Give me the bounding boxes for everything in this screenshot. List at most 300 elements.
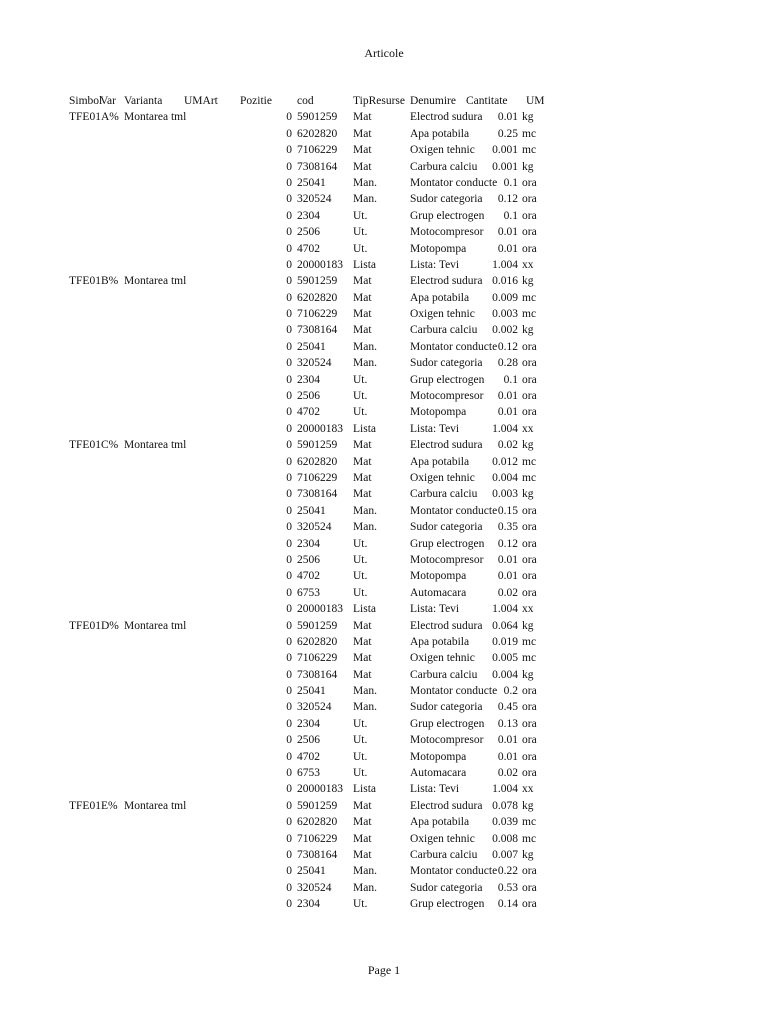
cell-cod: 5901259 bbox=[297, 619, 338, 632]
cell-tipresurse: Mat bbox=[353, 816, 372, 829]
cell-cod: 6202820 bbox=[297, 816, 338, 829]
cell-tipresurse: Ut. bbox=[353, 570, 368, 583]
table-row bbox=[0, 355, 768, 371]
cell-pozitie: 0 bbox=[286, 717, 292, 730]
cell-denumire: Electrod sudura bbox=[410, 619, 483, 632]
cell-tipresurse: Mat bbox=[353, 308, 372, 321]
cell-tipresurse: Mat bbox=[353, 635, 372, 648]
cell-cantitate: 0.15 bbox=[497, 504, 518, 517]
cell-cod: 320524 bbox=[297, 357, 332, 370]
cell-cod: 7106229 bbox=[297, 652, 338, 665]
cell-cod: 20000183 bbox=[297, 783, 343, 796]
cell-cod: 2304 bbox=[297, 373, 320, 386]
cell-um: xx bbox=[522, 422, 534, 435]
cell-tipresurse: Mat bbox=[353, 652, 372, 665]
cell-pozitie: 0 bbox=[286, 652, 292, 665]
cell-pozitie: 0 bbox=[286, 750, 292, 763]
cell-denumire: Carbura calciu bbox=[410, 160, 478, 173]
cell-um: mc bbox=[522, 455, 537, 468]
cell-denumire: Oxigen tehnic bbox=[410, 308, 475, 321]
cell-cantitate: 0.01 bbox=[497, 553, 518, 566]
table-row bbox=[0, 372, 768, 388]
cell-cod: 4702 bbox=[297, 750, 320, 763]
cell-cod: 2304 bbox=[297, 717, 320, 730]
table-row bbox=[0, 503, 768, 519]
cell-denumire: Carbura calciu bbox=[410, 488, 478, 501]
cell-cod: 320524 bbox=[297, 193, 332, 206]
cell-um: xx bbox=[522, 258, 534, 271]
cell-simbol: TFE01A% bbox=[69, 111, 119, 124]
cell-tipresurse: Man. bbox=[353, 193, 377, 206]
cell-denumire: Oxigen tehnic bbox=[410, 832, 475, 845]
cell-denumire: Motopompa bbox=[410, 750, 467, 763]
cell-pozitie: 0 bbox=[286, 701, 292, 714]
cell-tipresurse: Ut. bbox=[353, 717, 368, 730]
cell-cod: 2304 bbox=[297, 537, 320, 550]
cell-pozitie: 0 bbox=[286, 275, 292, 288]
cell-cod: 4702 bbox=[297, 242, 320, 255]
cell-cod: 25041 bbox=[297, 865, 326, 878]
cell-cod: 5901259 bbox=[297, 111, 338, 124]
table-row bbox=[0, 404, 768, 420]
cell-cod: 2304 bbox=[297, 898, 320, 911]
header-tipresurse: TipResurse bbox=[353, 95, 405, 107]
cell-cod: 320524 bbox=[297, 881, 332, 894]
cell-pozitie: 0 bbox=[286, 176, 292, 189]
cell-tipresurse: Mat bbox=[353, 324, 372, 337]
cell-um: ora bbox=[522, 242, 537, 255]
cell-cantitate: 0.22 bbox=[497, 865, 518, 878]
cell-cod: 20000183 bbox=[297, 603, 343, 616]
cell-cantitate: 0.064 bbox=[492, 619, 518, 632]
cell-um: mc bbox=[522, 291, 537, 304]
cell-cod: 7106229 bbox=[297, 832, 338, 845]
cell-cod: 2506 bbox=[297, 226, 320, 239]
cell-cod: 25041 bbox=[297, 685, 326, 698]
table-row bbox=[0, 159, 768, 175]
cell-um: ora bbox=[522, 865, 537, 878]
cell-denumire: Apa potabila bbox=[410, 291, 470, 304]
table-row bbox=[0, 732, 768, 748]
cell-tipresurse: Ut. bbox=[353, 226, 368, 239]
cell-tipresurse: Lista bbox=[353, 603, 376, 616]
cell-tipresurse: Lista bbox=[353, 783, 376, 796]
cell-denumire: Carbura calciu bbox=[410, 848, 478, 861]
cell-pozitie: 0 bbox=[286, 488, 292, 501]
cell-cod: 25041 bbox=[297, 176, 326, 189]
cell-tipresurse: Ut. bbox=[353, 553, 368, 566]
cell-tipresurse: Ut. bbox=[353, 390, 368, 403]
cell-cantitate: 0.1 bbox=[503, 373, 518, 386]
table-row bbox=[0, 290, 768, 306]
cell-tipresurse: Man. bbox=[353, 176, 377, 189]
cell-cantitate: 0.01 bbox=[497, 750, 518, 763]
table-row bbox=[0, 650, 768, 666]
cell-cod: 2506 bbox=[297, 553, 320, 566]
cell-cod: 7106229 bbox=[297, 471, 338, 484]
table-row bbox=[0, 749, 768, 765]
cell-um: kg bbox=[522, 668, 534, 681]
cell-pozitie: 0 bbox=[286, 455, 292, 468]
cell-um: xx bbox=[522, 603, 534, 616]
cell-pozitie: 0 bbox=[286, 586, 292, 599]
cell-um: ora bbox=[522, 390, 537, 403]
cell-tipresurse: Man. bbox=[353, 685, 377, 698]
cell-um: ora bbox=[522, 881, 537, 894]
cell-denumire: Montator conducte bbox=[410, 685, 498, 698]
cell-um: kg bbox=[522, 619, 534, 632]
cell-cod: 7106229 bbox=[297, 144, 338, 157]
cell-denumire: Apa potabila bbox=[410, 455, 470, 468]
cell-cantitate: 0.1 bbox=[503, 176, 518, 189]
cell-cantitate: 0.02 bbox=[497, 767, 518, 780]
cell-cod: 2304 bbox=[297, 209, 320, 222]
cell-um: ora bbox=[522, 176, 537, 189]
cell-cantitate: 0.01 bbox=[497, 390, 518, 403]
table-row bbox=[0, 683, 768, 699]
cell-um: ora bbox=[522, 553, 537, 566]
cell-um: mc bbox=[522, 471, 537, 484]
cell-cod: 6202820 bbox=[297, 455, 338, 468]
cell-pozitie: 0 bbox=[286, 111, 292, 124]
cell-cod: 4702 bbox=[297, 406, 320, 419]
table-row bbox=[0, 339, 768, 355]
cell-cod: 7106229 bbox=[297, 308, 338, 321]
cell-denumire: Apa potabila bbox=[410, 816, 470, 829]
cell-denumire: Apa potabila bbox=[410, 127, 470, 140]
cell-cantitate: 0.012 bbox=[492, 455, 518, 468]
cell-cantitate: 0.01 bbox=[497, 734, 518, 747]
cell-tipresurse: Lista bbox=[353, 258, 376, 271]
cell-cantitate: 0.01 bbox=[497, 111, 518, 124]
cell-cod: 5901259 bbox=[297, 799, 338, 812]
cell-tipresurse: Man. bbox=[353, 521, 377, 534]
table-row bbox=[0, 224, 768, 240]
cell-denumire: Sudor categoria bbox=[410, 193, 483, 206]
cell-um: ora bbox=[522, 504, 537, 517]
table-row bbox=[0, 421, 768, 437]
cell-cantitate: 0.004 bbox=[492, 668, 518, 681]
header-cantitate: Cantitate bbox=[466, 95, 508, 107]
cell-denumire: Automacara bbox=[410, 586, 467, 599]
cell-um: kg bbox=[522, 324, 534, 337]
cell-cantitate: 0.02 bbox=[497, 586, 518, 599]
table-row bbox=[0, 126, 768, 142]
cell-cantitate: 0.016 bbox=[492, 275, 518, 288]
cell-denumire: Grup electrogen bbox=[410, 537, 485, 550]
cell-um: ora bbox=[522, 586, 537, 599]
cell-cantitate: 0.019 bbox=[492, 635, 518, 648]
table-row bbox=[0, 814, 768, 830]
cell-cod: 7308164 bbox=[297, 848, 338, 861]
cell-tipresurse: Man. bbox=[353, 865, 377, 878]
cell-denumire: Carbura calciu bbox=[410, 668, 478, 681]
cell-denumire: Grup electrogen bbox=[410, 373, 485, 386]
cell-denumire: Motopompa bbox=[410, 570, 467, 583]
table-row bbox=[0, 306, 768, 322]
cell-cod: 25041 bbox=[297, 504, 326, 517]
table-row bbox=[0, 241, 768, 257]
header-var: Var bbox=[100, 95, 116, 107]
cell-cantitate: 0.14 bbox=[497, 898, 518, 911]
cell-denumire: Electrod sudura bbox=[410, 111, 483, 124]
cell-pozitie: 0 bbox=[286, 357, 292, 370]
cell-um: mc bbox=[522, 832, 537, 845]
cell-pozitie: 0 bbox=[286, 898, 292, 911]
cell-pozitie: 0 bbox=[286, 799, 292, 812]
cell-tipresurse: Mat bbox=[353, 619, 372, 632]
cell-um: ora bbox=[522, 701, 537, 714]
table-row bbox=[0, 634, 768, 650]
cell-tipresurse: Mat bbox=[353, 668, 372, 681]
cell-pozitie: 0 bbox=[286, 570, 292, 583]
cell-cantitate: 0.039 bbox=[492, 816, 518, 829]
cell-tipresurse: Ut. bbox=[353, 586, 368, 599]
table-row bbox=[0, 273, 768, 289]
table-row bbox=[0, 191, 768, 207]
cell-varianta: Montarea tml bbox=[124, 799, 187, 812]
table-row bbox=[0, 257, 768, 273]
cell-cantitate: 0.13 bbox=[497, 717, 518, 730]
cell-cantitate: 0.003 bbox=[492, 308, 518, 321]
cell-cantitate: 0.003 bbox=[492, 488, 518, 501]
table-row bbox=[0, 454, 768, 470]
cell-cantitate: 0.01 bbox=[497, 406, 518, 419]
cell-cod: 2506 bbox=[297, 734, 320, 747]
cell-pozitie: 0 bbox=[286, 406, 292, 419]
cell-tipresurse: Ut. bbox=[353, 750, 368, 763]
cell-um: kg bbox=[522, 160, 534, 173]
cell-cantitate: 0.12 bbox=[497, 193, 518, 206]
cell-pozitie: 0 bbox=[286, 734, 292, 747]
cell-um: ora bbox=[522, 406, 537, 419]
cell-cantitate: 0.002 bbox=[492, 324, 518, 337]
cell-cantitate: 0.53 bbox=[497, 881, 518, 894]
cell-cod: 5901259 bbox=[297, 439, 338, 452]
cell-um: ora bbox=[522, 767, 537, 780]
cell-pozitie: 0 bbox=[286, 783, 292, 796]
cell-pozitie: 0 bbox=[286, 308, 292, 321]
cell-pozitie: 0 bbox=[286, 603, 292, 616]
cell-cod: 6202820 bbox=[297, 127, 338, 140]
cell-tipresurse: Lista bbox=[353, 422, 376, 435]
cell-um: ora bbox=[522, 717, 537, 730]
cell-um: mc bbox=[522, 144, 537, 157]
table-row bbox=[0, 880, 768, 896]
cell-pozitie: 0 bbox=[286, 193, 292, 206]
cell-denumire: Montator conducte bbox=[410, 176, 498, 189]
table-row bbox=[0, 765, 768, 781]
cell-cod: 7308164 bbox=[297, 668, 338, 681]
cell-pozitie: 0 bbox=[286, 242, 292, 255]
cell-cantitate: 1.004 bbox=[492, 422, 518, 435]
cell-tipresurse: Man. bbox=[353, 701, 377, 714]
cell-cod: 320524 bbox=[297, 701, 332, 714]
cell-denumire: Automacara bbox=[410, 767, 467, 780]
cell-cantitate: 1.004 bbox=[492, 258, 518, 271]
cell-pozitie: 0 bbox=[286, 340, 292, 353]
cell-pozitie: 0 bbox=[286, 324, 292, 337]
cell-denumire: Apa potabila bbox=[410, 635, 470, 648]
cell-varianta: Montarea tml bbox=[124, 619, 187, 632]
header-varianta: Varianta bbox=[124, 95, 163, 107]
cell-tipresurse: Mat bbox=[353, 111, 372, 124]
cell-tipresurse: Ut. bbox=[353, 898, 368, 911]
cell-um: ora bbox=[522, 570, 537, 583]
cell-um: ora bbox=[522, 226, 537, 239]
cell-denumire: Motopompa bbox=[410, 406, 467, 419]
cell-pozitie: 0 bbox=[286, 390, 292, 403]
cell-tipresurse: Mat bbox=[353, 144, 372, 157]
cell-cantitate: 0.005 bbox=[492, 652, 518, 665]
cell-um: mc bbox=[522, 816, 537, 829]
table-row bbox=[0, 552, 768, 568]
header-cod: cod bbox=[297, 95, 314, 107]
table-row bbox=[0, 699, 768, 715]
header-denumire: Denumire bbox=[410, 95, 456, 107]
cell-cantitate: 0.02 bbox=[497, 439, 518, 452]
cell-tipresurse: Ut. bbox=[353, 373, 368, 386]
cell-tipresurse: Mat bbox=[353, 275, 372, 288]
cell-cod: 4702 bbox=[297, 570, 320, 583]
table-row bbox=[0, 618, 768, 634]
cell-tipresurse: Ut. bbox=[353, 734, 368, 747]
table-row bbox=[0, 847, 768, 863]
cell-tipresurse: Mat bbox=[353, 127, 372, 140]
table-row bbox=[0, 896, 768, 912]
cell-tipresurse: Mat bbox=[353, 160, 372, 173]
cell-um: mc bbox=[522, 127, 537, 140]
cell-denumire: Sudor categoria bbox=[410, 357, 483, 370]
cell-cantitate: 0.078 bbox=[492, 799, 518, 812]
cell-tipresurse: Mat bbox=[353, 439, 372, 452]
cell-denumire: Electrod sudura bbox=[410, 799, 483, 812]
cell-um: ora bbox=[522, 373, 537, 386]
cell-pozitie: 0 bbox=[286, 209, 292, 222]
cell-pozitie: 0 bbox=[286, 373, 292, 386]
table-row bbox=[0, 585, 768, 601]
cell-pozitie: 0 bbox=[286, 881, 292, 894]
cell-denumire: Grup electrogen bbox=[410, 209, 485, 222]
table-row bbox=[0, 388, 768, 404]
cell-cantitate: 0.45 bbox=[497, 701, 518, 714]
cell-pozitie: 0 bbox=[286, 848, 292, 861]
cell-um: kg bbox=[522, 275, 534, 288]
cell-cantitate: 0.007 bbox=[492, 848, 518, 861]
cell-tipresurse: Mat bbox=[353, 471, 372, 484]
cell-tipresurse: Ut. bbox=[353, 209, 368, 222]
cell-pozitie: 0 bbox=[286, 258, 292, 271]
cell-pozitie: 0 bbox=[286, 521, 292, 534]
cell-tipresurse: Mat bbox=[353, 291, 372, 304]
cell-pozitie: 0 bbox=[286, 553, 292, 566]
table-row bbox=[0, 142, 768, 158]
cell-denumire: Montator conducte bbox=[410, 865, 498, 878]
cell-cod: 320524 bbox=[297, 521, 332, 534]
cell-pozitie: 0 bbox=[286, 439, 292, 452]
table-body bbox=[0, 109, 768, 912]
cell-varianta: Montarea tml bbox=[124, 275, 187, 288]
cell-pozitie: 0 bbox=[286, 619, 292, 632]
cell-denumire: Sudor categoria bbox=[410, 521, 483, 534]
cell-tipresurse: Mat bbox=[353, 799, 372, 812]
cell-cantitate: 0.2 bbox=[503, 685, 518, 698]
cell-simbol: TFE01B% bbox=[69, 275, 119, 288]
cell-denumire: Montator conducte bbox=[410, 504, 498, 517]
cell-cantitate: 0.008 bbox=[492, 832, 518, 845]
cell-tipresurse: Ut. bbox=[353, 406, 368, 419]
cell-pozitie: 0 bbox=[286, 422, 292, 435]
cell-cod: 6753 bbox=[297, 586, 320, 599]
cell-denumire: Lista: Tevi bbox=[410, 783, 460, 796]
cell-cod: 25041 bbox=[297, 340, 326, 353]
cell-pozitie: 0 bbox=[286, 767, 292, 780]
header-simbol: Simbol bbox=[69, 95, 103, 107]
cell-simbol: TFE01D% bbox=[69, 619, 119, 632]
cell-cod: 6202820 bbox=[297, 635, 338, 648]
table-row bbox=[0, 863, 768, 879]
cell-denumire: Motocompresor bbox=[410, 734, 484, 747]
cell-um: xx bbox=[522, 783, 534, 796]
cell-pozitie: 0 bbox=[286, 144, 292, 157]
cell-tipresurse: Mat bbox=[353, 488, 372, 501]
cell-denumire: Motocompresor bbox=[410, 553, 484, 566]
table-row bbox=[0, 175, 768, 191]
cell-cod: 6202820 bbox=[297, 291, 338, 304]
cell-denumire: Motocompresor bbox=[410, 226, 484, 239]
cell-denumire: Electrod sudura bbox=[410, 275, 483, 288]
table-row bbox=[0, 716, 768, 732]
table-row bbox=[0, 486, 768, 502]
table-row bbox=[0, 470, 768, 486]
cell-um: mc bbox=[522, 635, 537, 648]
articles-table bbox=[0, 93, 768, 913]
table-row bbox=[0, 781, 768, 797]
cell-um: ora bbox=[522, 209, 537, 222]
cell-cantitate: 1.004 bbox=[492, 783, 518, 796]
cell-um: ora bbox=[522, 734, 537, 747]
cell-cantitate: 0.12 bbox=[497, 537, 518, 550]
cell-um: ora bbox=[522, 750, 537, 763]
header-um: UM bbox=[526, 95, 545, 107]
cell-tipresurse: Ut. bbox=[353, 767, 368, 780]
cell-cod: 5901259 bbox=[297, 275, 338, 288]
cell-cantitate: 0.001 bbox=[492, 144, 518, 157]
table-header bbox=[0, 93, 768, 109]
cell-cod: 20000183 bbox=[297, 258, 343, 271]
table-row bbox=[0, 519, 768, 535]
header-umart: UMArt bbox=[184, 95, 218, 107]
cell-cantitate: 0.28 bbox=[497, 357, 518, 370]
cell-um: ora bbox=[522, 537, 537, 550]
cell-um: ora bbox=[522, 193, 537, 206]
cell-cantitate: 0.01 bbox=[497, 242, 518, 255]
cell-um: ora bbox=[522, 340, 537, 353]
cell-pozitie: 0 bbox=[286, 816, 292, 829]
cell-um: kg bbox=[522, 799, 534, 812]
cell-tipresurse: Mat bbox=[353, 848, 372, 861]
cell-um: ora bbox=[522, 521, 537, 534]
cell-denumire: Grup electrogen bbox=[410, 717, 485, 730]
cell-um: ora bbox=[522, 357, 537, 370]
cell-simbol: TFE01C% bbox=[69, 439, 119, 452]
table-row bbox=[0, 798, 768, 814]
cell-pozitie: 0 bbox=[286, 504, 292, 517]
header-pozitie: Pozitie bbox=[240, 95, 272, 107]
cell-denumire: Carbura calciu bbox=[410, 324, 478, 337]
table-row bbox=[0, 831, 768, 847]
cell-um: kg bbox=[522, 848, 534, 861]
